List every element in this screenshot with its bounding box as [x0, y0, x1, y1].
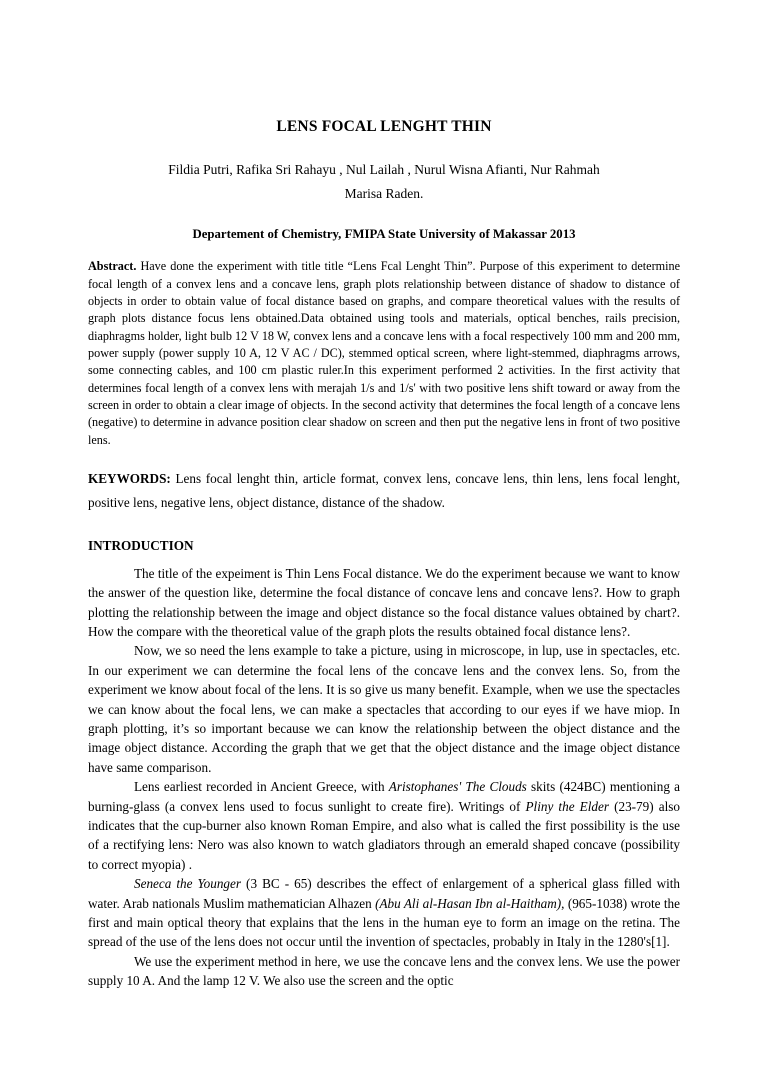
- intro-paragraph-4: [88, 874, 680, 952]
- intro-paragraph-1: The title of the expeiment is Thin Lens Focal distance. We do the experiment because we want to know the answer of the question like, determine the focal distance of concave lens and concave lens?. How to graph plotting the relationship between the image and object distance so the focal distance values obtained by chart?. How the compare with the theoretical value of the graph plots the results obtained focal distance lens?.: [88, 565, 680, 639]
- intro-p4-italic-2: (Abu Ali al-Hasan Ibn al-Haitham): [375, 895, 562, 911]
- section-heading-introduction: INTRODUCTION: [88, 537, 194, 553]
- intro-p3-part-b: skits (424BC) mentioning a burning-glass (a convex lens used to focus sunlight to create fire). Writings of: [88, 779, 680, 814]
- intro-p3-part-a: Lens earliest recorded in Ancient Greece, with: [134, 779, 389, 795]
- abstract-paragraph: [88, 258, 680, 449]
- intro-p4-part-a: (3 BC - 65) describes the effect of enlargement of a spherical glass filled with water. Arab nationals Muslim mathematician Alhazen: [88, 876, 681, 911]
- author-line-1: Fildia Putri, Rafika Sri Rahayu , Nul Lailah , Nurul Wisna Afianti, Nur Rahmah: [168, 162, 600, 177]
- intro-paragraph-3: [88, 777, 680, 874]
- intro-paragraph-2: Now, we so need the lens example to take a picture, using in microscope, in lup, use in spectacles, etc. In our experiment we can determine the focal lens of the concave lens and the convex lens. So, from the experiment we know about focal of the lens. It is so give us many benefit. Example, when we use the spectacles we can know about the focal lens, we can make a spectacles that according to our eyes if we have miop. In graph plotting, it’s so important because we can know the relationship between the object distance and the image object distance. According the graph that we get that the object distance and the image object distance have same comparison.: [88, 643, 680, 775]
- intro-p3-part-c: (23-79) also indicates that the cup-burner also known Roman Empire, and also what is called the first possibility is the use of a rectifying lens: Nero was also known to watch gladiators through an emerald shaped concave (possibility to correct myopia) .: [88, 798, 680, 872]
- keywords-label: KEYWORDS:: [88, 470, 171, 486]
- affiliation: Departement of Chemistry, FMIPA State University of Makassar 2013: [192, 227, 576, 242]
- page-title: LENS FOCAL LENGHT THIN: [276, 118, 492, 135]
- keywords-paragraph: [88, 467, 680, 516]
- author-list: [88, 158, 680, 205]
- abstract-text: Have done the experiment with title title “Lens Fcal Lenght Thin”. Purpose of this experiment to determine focal length of a convex lens and a concave lens, graph plots relationship between distance of shadow to distance of objects in order to obtain value of focal distance based on graphs, and compare theoretical values with the results of graph plots distance focus lens obtained.Data obtained using tools and materials, optical benches, rails precision, diaphragms holder, light bulb 12 V 18 W, convex lens and a concave lens with a focal respectively 100 mm and 200 mm, power supply (power supply 10 A, 12 V AC / DC), stemmed optical screen, where light-stemmed, diaphragms arrows, some connecting cables, and 100 cm plastic ruler.In this experiment performed 2 activities. In the first activity that determines focal length of a convex lens with merajah 1/s and 1/s' with two positive lens shift toward or away from the screen in order to obtain a clear image of objects. In the second activity that determines the focal length of a concave lens (negative) to determine in advance position clear shadow on screen and then put the negative lens in front of two positive lens.: [88, 259, 680, 447]
- intro-p4-part-b: , (965-1038) wrote the first and main optical theory that explains that the lens in the human eye to form an image on the retina. The spread of the use of the lens does not occur until the invention of spectacles, probably in Italy in the 1280's[1].: [88, 895, 681, 950]
- author-line-2: Marisa Raden.: [344, 185, 424, 201]
- abstract-label: Abstract.: [88, 259, 137, 274]
- intro-p4-italic-1: Seneca the Younger: [134, 876, 242, 892]
- intro-p3-italic-2: Pliny the Elder: [525, 798, 609, 814]
- keywords-text: Lens focal lenght thin, article format, convex lens, concave lens, thin lens, lens focal lenght, positive lens, negative lens, object distance, distance of the shadow.: [88, 470, 680, 511]
- intro-p3-italic-1: Aristophanes' The Clouds: [388, 779, 527, 795]
- intro-paragraph-5: We use the experiment method in here, we use the concave lens and the convex lens. We use the power supply 10 A. And the lamp 12 V. We also use the screen and the optic: [88, 953, 680, 989]
